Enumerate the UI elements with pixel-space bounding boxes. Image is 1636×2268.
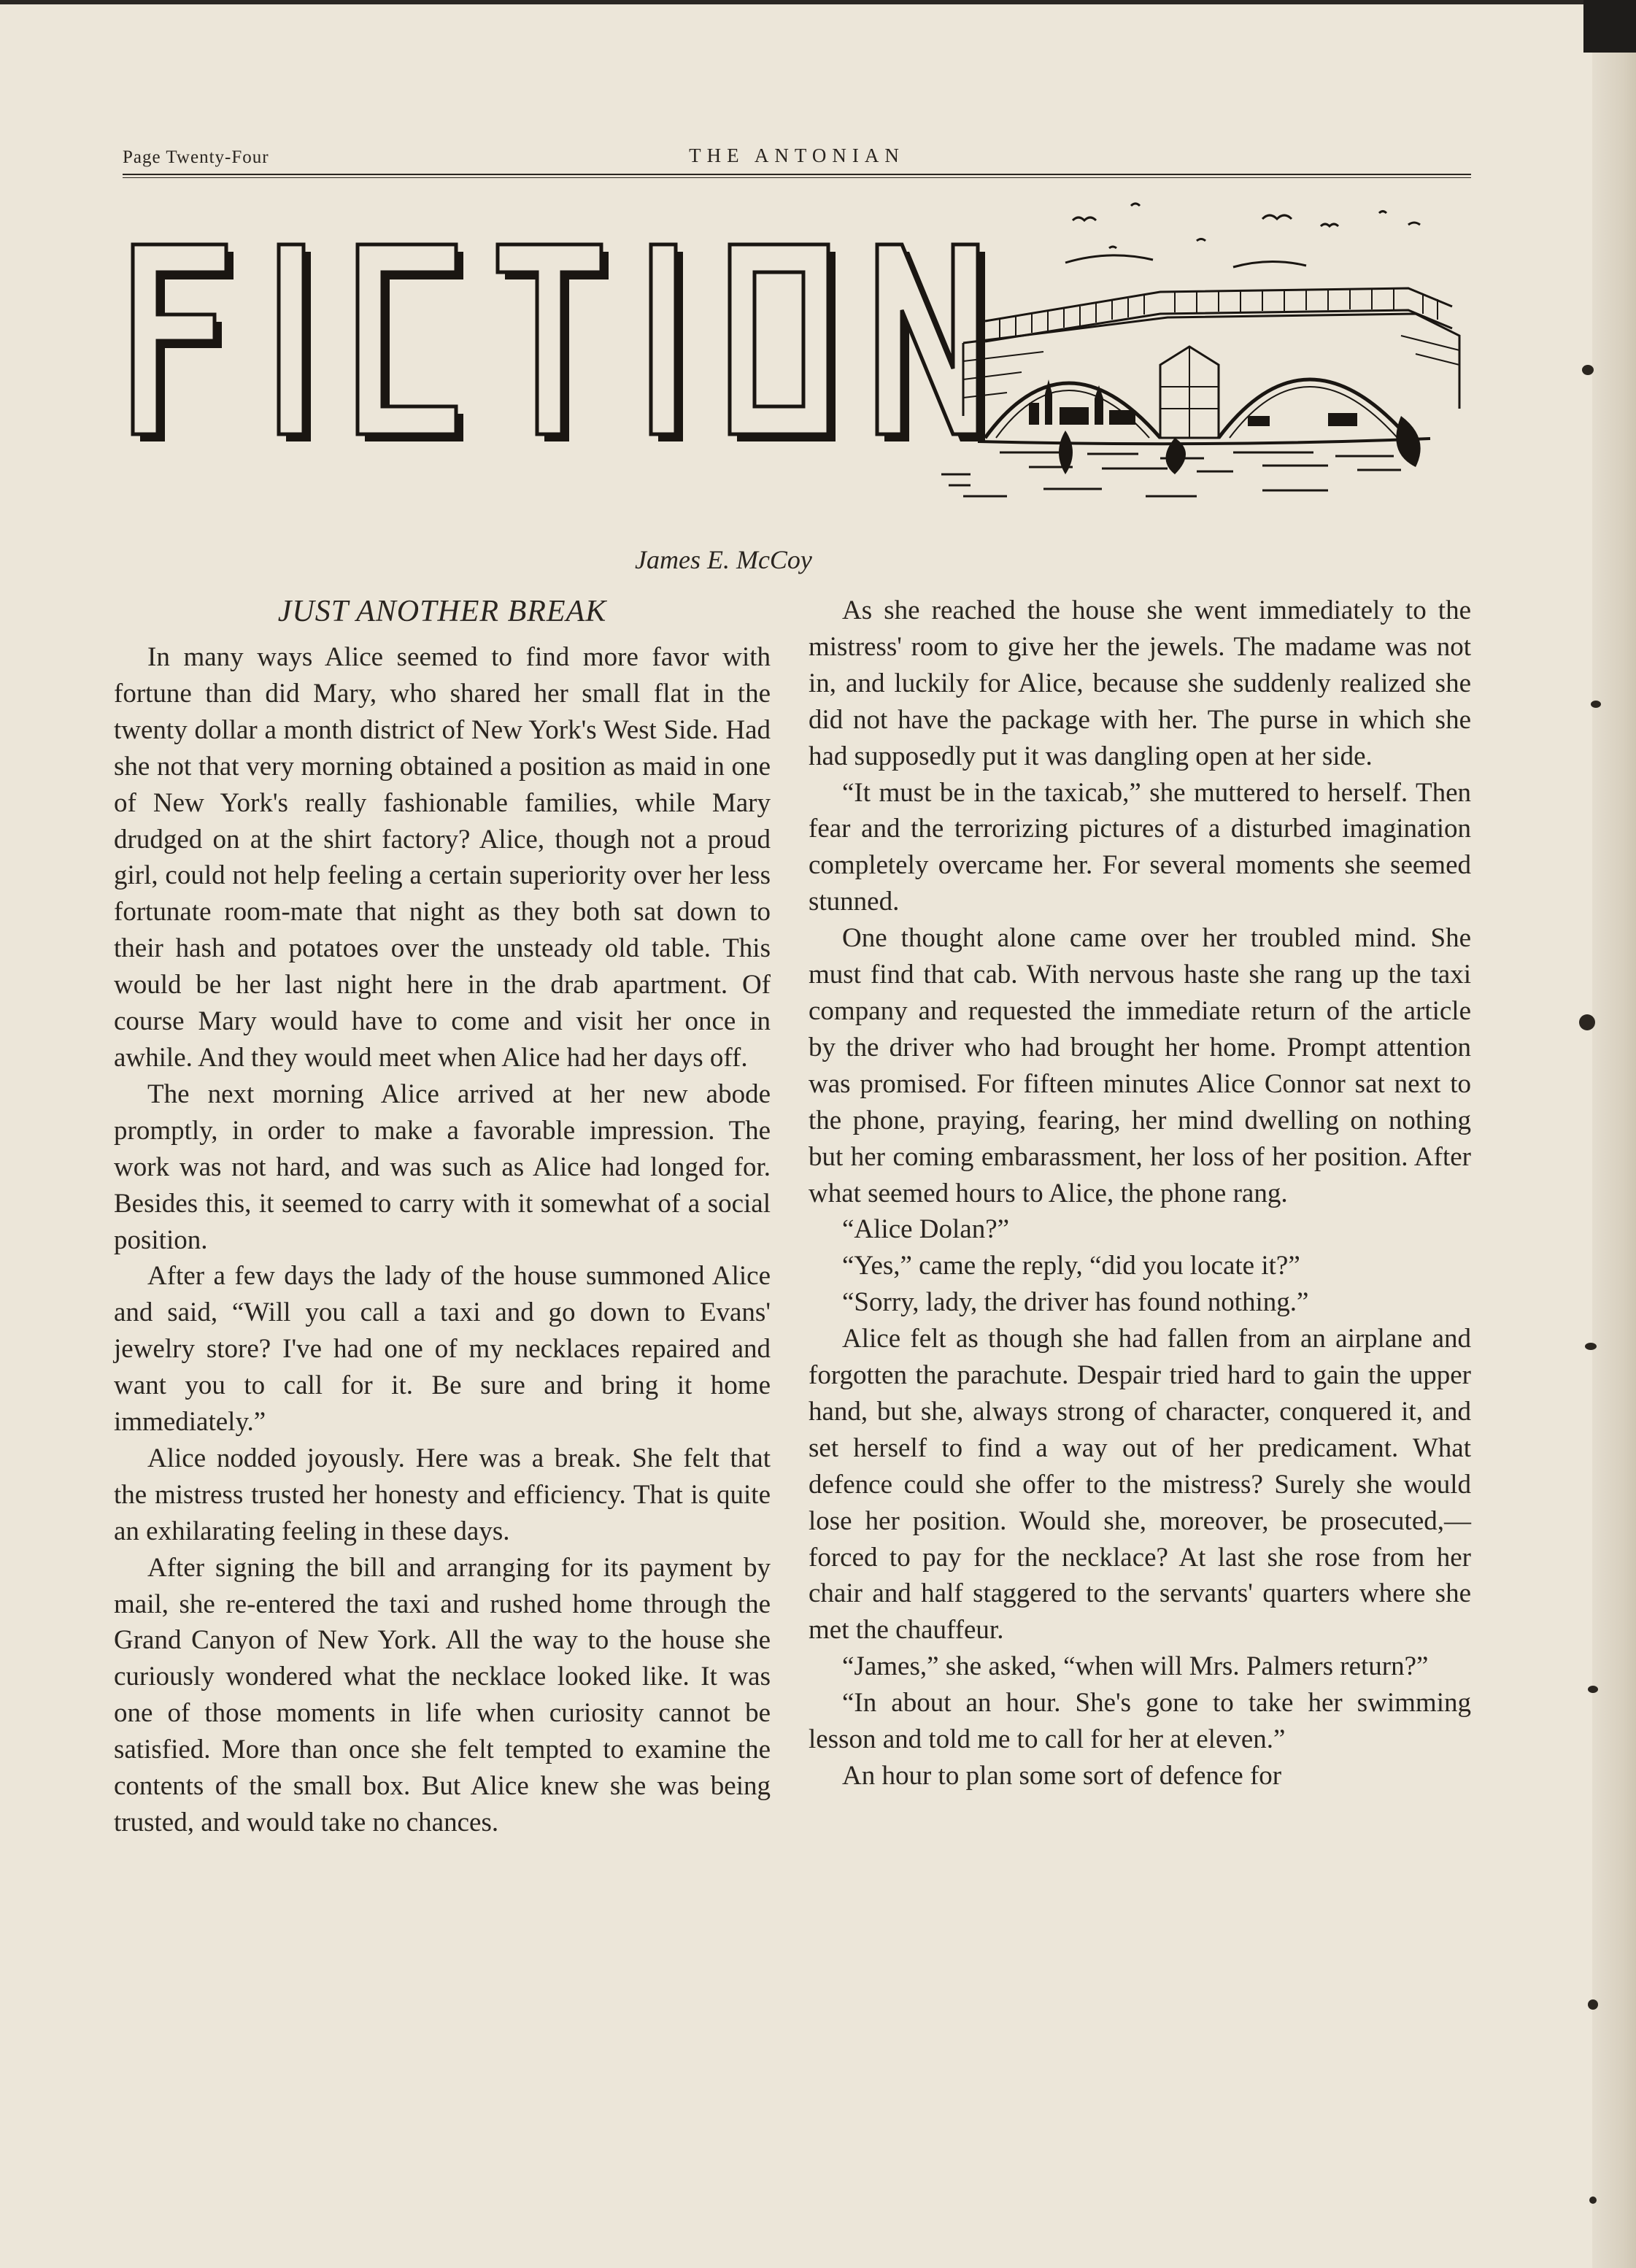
page-top-border (0, 0, 1636, 4)
publication-title: THE ANTONIAN (689, 144, 905, 166)
binding-mark (1591, 701, 1601, 708)
binding-mark (1588, 1999, 1598, 2010)
paragraph: Alice nodded joyously. Here was a break. She felt that the mistress trusted her honesty and efficiency. That is quite an exhilarating feeling in these days. (114, 1443, 771, 1546)
paragraph: One thought alone came over her troubled mind. She must find that cab. With nervous haste she rang up the taxi company and requested the immediate return of the article by the driver who had brought her home. Prompt attention was promised. For fifteen minutes Alice Connor sat next to the phone, praying, fearing, her mind dwelling on nothing but her coming embarassment, her loss of her position. After what seemed hours to Alice, the phone rang. (809, 923, 1471, 1208)
binding-mark (1582, 365, 1594, 375)
binding-mark (1588, 1686, 1598, 1693)
paragraph: As she reached the house she went immediately to the mistress' room to give her the jewels. The madame was not in, and luckily for Alice, because she suddenly realized she did not have the package with her. The purse in which she had supposedly put it was dangling open at her side. (809, 595, 1471, 771)
right-column (809, 593, 1471, 1794)
binding-mark (1585, 1343, 1597, 1350)
paragraph: After signing the bill and arranging for its payment by mail, she re-entered the taxi and rushed home through the Grand Canyon of New York. All the way to the house she curiously wondered what the necklace looked like. It was one of those moments in life when curiosity cannot be satisfied. More than once she felt tempted to examine the contents of the small box. But Alice knew she was being trusted, and would take no chances. (114, 1552, 771, 1837)
paragraph: “It must be in the taxicab,” she muttered to herself. Then fear and the terrorizing pictures of a disturbed imagination completely overcame her. For several moments she seemed stunned. (809, 777, 1471, 917)
dialogue-line: “Sorry, lady, the driver has found nothing.” (842, 1287, 1309, 1318)
bridge-illustration (941, 204, 1459, 496)
paragraph: “In about an hour. She's gone to take her swimming lesson and told me to call for her at eleven.” (809, 1688, 1471, 1755)
paragraph: Alice felt as though she had fallen from an airplane and forgotten the parachute. Despair tried hard to gain the upper hand, but she, always strong of character, conquered it, and set herself to find a way out of her predicament. What defence could she offer to the mistress? Surely she would lose her position. Would she, moreover, be prosecuted,—forced to pay for the necklace? At last she rose from her chair and half staggered to the servants' quarters where she met the chauffeur. (809, 1324, 1471, 1646)
paragraph: “James,” she asked, “when will Mrs. Palmers return?” (842, 1651, 1429, 1682)
left-column (114, 593, 771, 1841)
author-byline: James E. McCoy (635, 545, 812, 574)
running-head (123, 144, 1471, 174)
page-number-label: Page Twenty-Four (123, 147, 269, 167)
header-rule (123, 174, 1471, 178)
paragraph: In many ways Alice seemed to find more favor with fortune than did Mary, who shared her small flat in the twenty dollar a month district of New York's West Side. Had she not that very morning obtained a position as maid in one of New York's really fashionable families, while Mary drudged on at the shirt factory? Alice, though not a proud girl, could not help feeling a certain superiority over her less fortunate room-mate that night as they both sat down to their hash and potatoes over the unsteady old table. This would be her last night here in the drab apartment. Of course Mary would have to come and visit her once in awhile. And they would meet when Alice had her days off. (114, 642, 771, 1073)
paragraph: The next morning Alice arrived at her new abode promptly, in order to make a favorable impression. The work was not hard, and was such as Alice had longed for. Besides this, it seemed to carry with it somewhat of a social position. (114, 1079, 771, 1255)
fiction-banner (124, 197, 1481, 525)
dialogue-line: “Alice Dolan?” (842, 1214, 1010, 1245)
fiction-heading-letters (133, 244, 985, 441)
paragraph: An hour to plan some sort of defence for (842, 1761, 1282, 1791)
binding-mark (1579, 1014, 1595, 1030)
dialogue-line: “Yes,” came the reply, “did you locate it?” (842, 1251, 1300, 1281)
binding-mark (1589, 2196, 1597, 2204)
page-edge (1592, 0, 1636, 2268)
page-corner (1583, 0, 1636, 53)
story-title: JUST ANOTHER BREAK (277, 595, 607, 628)
paragraph: After a few days the lady of the house summoned Alice and said, “Will you call a taxi and go down to Evans' jewelry store? I've had one of my necklaces repaired and want you to call for it. Be sure and bring it home immediately.” (114, 1261, 771, 1438)
